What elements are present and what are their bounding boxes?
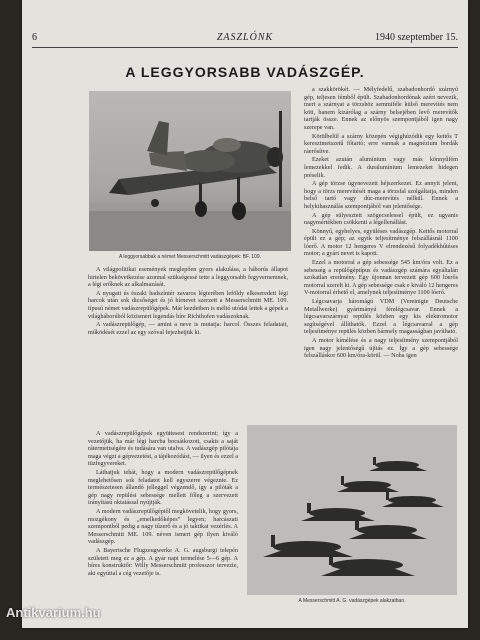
fighter-photo bbox=[89, 91, 291, 251]
paragraph: A nyugati és északi hadszíntér zavaros légterében leföldy elkeseredett légi harcok után sok dicsőséget és jó hírnevet szerzett a Messerschmitt ME. 109. típusú német vadászrepülőgépek. Már kezdetben is méltó utódai lettek a gépek a világháborúból közismert legendás híre Richthofen vadászoknak. bbox=[88, 289, 288, 320]
paragraph: A gép sülyesztett szögecselessel épült, ez ugyanis nagymértékben csökkenti a légellenállást. bbox=[304, 211, 458, 227]
paragraph: Ezzel a motorral a gép sebessége 545 km/óra volt. Ez a sebesség a repülőgéptípus és vadászgép számára egyáltalán szokatlan eredmény. Egy újonnan tervezett gép 600 lóerős motorral szerelt ki. A gép sebessége csak e kiváló 12 hengeres V-motorral érhető el, amelynek teljesítménye 1100 lóerő. bbox=[304, 259, 458, 297]
issue-date: 1940 szeptember 15. bbox=[374, 32, 458, 43]
formation-photo-caption: A Messerschmitt A. G. vadászgépek alakzatban. bbox=[298, 598, 406, 604]
article-column-left-upper bbox=[88, 266, 288, 426]
messerschmitt-plane-image bbox=[89, 91, 291, 251]
antikvarium-watermark: Antikvarium.hu bbox=[6, 605, 101, 620]
paragraph: A vadászrepülőgépek együttesest rendszerint; így a vezetőjük, ha már légi harcba bocsátkozott, csakis a saját rátermettségére és tudására van utalva. A vadászgép pilótája maga végzi a gépvezetést, a tájékozódást, — ilyen és ezzel a tüzfegyvereket. bbox=[88, 430, 238, 468]
article-column-right bbox=[304, 86, 458, 420]
plane-formation-image bbox=[247, 425, 457, 595]
paragraph: Körülbelül a szárny közepén végighúzódik egy kettős T keresztmetszetű főtartó; erre vannak a magnézium bordák ráerősítve. bbox=[304, 132, 458, 155]
paragraph: A motor kímélése és a nagy teljesítmény szempontjából igen nagy jelentőségű újítás ez. Így a gép sebessége felszálláskor 600 km/óra-körül. — Noha igen bbox=[304, 337, 458, 360]
paragraph: A világpolitikai események meglepően gyors alakulása, a háborús állapot hirtelen bekövetkezése azonnal szükségessé tette a leggyorsabb fegyvernemnek, a légi erőknek az alkalmazását. bbox=[88, 266, 288, 289]
paragraph: A vadászrepülőgép, — amint a neve is mutatja: harcol. Összes feladatait, működését ezzel az egy szóval fejezhetjük ki. bbox=[88, 321, 288, 336]
paragraph: a szakkörökét. — Mélyfedelű, szabadonhordó szárnyú gép, teljesen fémből épült. Szabadonhordónak azért nevezik, mert a szárnyat a törzshöz semmiféle külső merevítés nem köti, hanem kizárólag a szárny belsejében levő merevítők tartják össze. Ennek az előnyös szempontjából igen nagy szerepe van. bbox=[304, 86, 458, 131]
fighter-photo-caption: A leggyorsabbak a német Messerschmitt vadászgépek: BF. 109. bbox=[118, 254, 262, 260]
magazine-page bbox=[22, 0, 468, 628]
paragraph: A gép törzse úgynevezett héjszerkezet. Ez annyit jelent, hogy a törzs merevítését maga a törzsfal szolgáltatja, minden belső tartó vagy dúc-merevítés nélkül. Ennek a helykihasználás szempontjából van jelentősége. bbox=[304, 180, 458, 210]
formation-photo bbox=[247, 425, 457, 595]
paragraph: Ezeket azután alumínium vagy más könnyűfém lemezekkel fedik. A duralumínium lemezeket hidegen préselik. bbox=[304, 156, 458, 179]
paragraph: Légcsavarja háromágú VDM (Vereinigte Deutsche Metallwerke) gyártmányú fémlégcsavar. Ennek a légcsavarszárnyai repülés közben egy kis elektromotor segítségével állíthatók. Ezzel a légcsavarral a gép teljesítménye repülés közben bármely magasságban javítható. bbox=[304, 298, 458, 336]
header-rule bbox=[32, 47, 458, 48]
article-column-left-lower bbox=[88, 430, 238, 616]
paragraph: A Bayerische Flugzeugwerke A. G. augsburgi telepén született meg ez a gép. A gyár napi termelése 5—6 gép. A híres konstruktőr: Willy Messerschmitt professzor tervezte, aki egyúttal a cég vezetője is. bbox=[88, 546, 238, 577]
magazine-title: ZASZLÓNK bbox=[216, 32, 274, 43]
paragraph: Könnyű, egyhelyes, együléses vadászgép. Kettős motorral épült ez a gép; az egyik teljesítménye felszállásnál 1100 lóerő. A motor 12 hengeres V elrendezésű folyadékhűtéses motor; a gyárt nevet is kapott. bbox=[304, 227, 458, 258]
paragraph: A modern vadászrepülőgéptől megkövetelik, hogy gyors, mozgékony és „emelkedőképes” legyen; harcászati szempontból pedig a nagy tűzerő és a jó taktikai vezérlés. A Messerschmitt ME. 109. néven ismert gép ilyen kiváló vadászgép. bbox=[88, 507, 238, 546]
paragraph: Láthatjuk tehát, hogy a modern vadászrepülőgépnek meglehetősen sok feladatot kell egyszerre végeznie. Ez természetesen állandó jelleggel végzendő, így a pilóták a gép nagy repülési sebessége mellett főleg a szervezett irányítású oktatással nyújtják. bbox=[88, 468, 238, 507]
page-header bbox=[32, 32, 458, 48]
article-headline: A LEGGYORSABB VADÁSZGÉP. bbox=[125, 64, 365, 80]
page-number: 6 bbox=[32, 32, 37, 43]
